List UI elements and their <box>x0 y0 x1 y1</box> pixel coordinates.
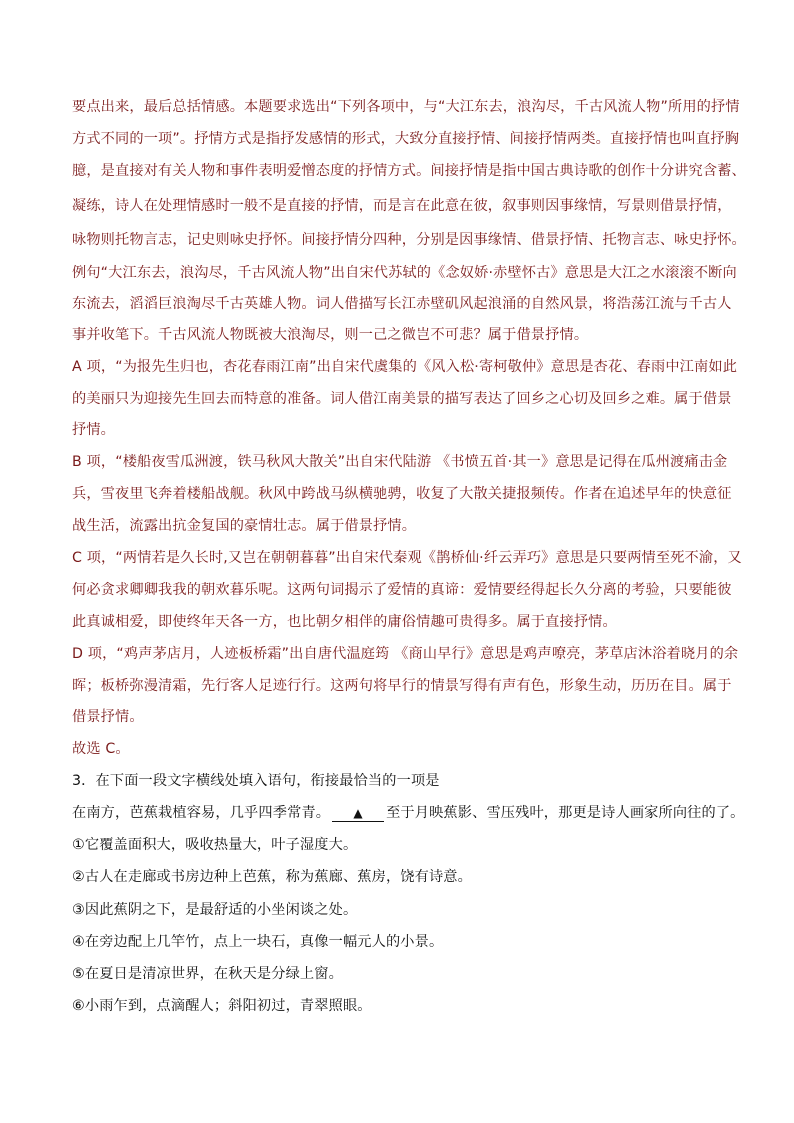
analysis-line: 东流去，滔滔巨浪淘尽千古英雄人物。词人借描写长江赤壁矶风起浪涌的自然风景，将浩荡江流与千古人 <box>72 296 732 312</box>
analysis-line: 抒情。 <box>72 422 116 438</box>
passage-after-blank: 至于月映蕉影、雪压残叶，那更是诗人画家所向往的了。 <box>386 805 745 821</box>
analysis-line: 凝练，诗人在处理情感时一般不是直接的抒情，而是言在此意在彼，叙事则因事缘情，写景则借景抒情， <box>72 198 732 214</box>
analysis-line: B 项，“楼船夜雪瓜洲渡，铁马秋风大散关”出自宋代陆游 《书愤五首·其一》意思是记得在瓜州渡痛击金 <box>72 454 728 470</box>
analysis-line: 例句“大江东去，浪沟尽，千古风流人物”出自宋代苏轼的《念奴娇·赤壁怀古》意思是大江之水滚滚不断向 <box>72 265 737 281</box>
passage-before-blank: 在南方，芭蕉栽植容易，几乎四季常青。 <box>72 805 331 821</box>
analysis-line: 何必贪求卿卿我我的朝欢暮乐呢。这两句词揭示了爱情的真谛：爱情要经得起长久分离的考验，只要能彼 <box>72 582 732 598</box>
question-stem: 3．在下面一段文字横线处填入语句，衔接最恰当的一项是 <box>72 773 440 789</box>
analysis-line: 借景抒情。 <box>72 709 144 725</box>
option-item: ⑤在夏日是清凉世界，在秋天是分绿上窗。 <box>72 966 343 982</box>
analysis-line: 战生活，流露出抗金复国的豪情壮志。属于借景抒情。 <box>72 518 417 534</box>
analysis-line: D 项，“鸡声茅店月，人迹板桥霜”出自唐代温庭筠 《商山早行》意思是鸡声嘹亮，茅草店沐浴着晓月的余 <box>72 646 739 662</box>
analysis-line: C 项，“两情若是久长时,又岂在朝朝暮暮”出自宋代秦观《鹊桥仙·纤云弄巧》意思是只要两情至死不渝，又 <box>72 550 742 566</box>
option-item: ③因此蕉阴之下，是最舒适的小坐闲谈之处。 <box>72 902 358 918</box>
analysis-line: 臆，是直接对有关人物和事件表明爱憎态度的抒情方式。间接抒情是指中国古典诗歌的创作十分讲究含蓄、 <box>72 163 746 179</box>
option-item: ④在旁边配上几竿竹，点上一块石，真像一幅元人的小景。 <box>72 934 444 950</box>
answer-conclusion: 故选 C。 <box>72 741 130 757</box>
analysis-line: 晖；板桥弥漫清霜，先行客人足迹行行。这两句将早行的情景写得有声有色，形象生动，历历在目。属于 <box>72 678 732 694</box>
question-passage <box>72 803 745 823</box>
analysis-line: 此真诚相爱，即使终年天各一方，也比朝夕相伴的庸俗情趣可贵得多。属于直接抒情。 <box>72 614 617 630</box>
analysis-line: 咏物则托物言志，记史则咏史抒怀。间接抒情分四种，分别是因事缘情、借景抒情、托物言志、咏史抒怀。 <box>72 232 746 248</box>
analysis-line: 方式不同的一项”。抒情方式是指抒发感情的形式，大致分直接抒情、间接抒情两类。直接抒情也叫直抒胸 <box>72 131 740 147</box>
option-item: ⑥小雨乍到，点滴醒人；斜阳初过，青翠照眼。 <box>72 998 372 1014</box>
option-item: ①它覆盖面积大，吸收热量大，叶子湿度大。 <box>72 837 358 853</box>
option-item: ②古人在走廊或书房边种上芭蕉，称为蕉廊、蕉房，饶有诗意。 <box>72 869 472 885</box>
analysis-line: 兵，雪夜里飞奔着楼船战舰。秋风中跨战马纵横驰骋，收复了大散关捷报频传。作者在追述早年的快意征 <box>72 486 732 502</box>
analysis-line: 要点出来，最后总括情感。本题要求选出“下列各项中，与“大江东去，浪沟尽，千古风流人物”所用的抒情 <box>72 99 740 115</box>
analysis-line: A 项，“为报先生归也，杏花春雨江南”出自宋代虞集的《风入松·寄柯敬仲》意思是杏花、春雨中江南如此 <box>72 359 738 375</box>
analysis-line: 的美丽只为迎接先生回去而特意的准备。词人借江南美景的描写表达了回乡之心切及回乡之难。属于借景 <box>72 391 732 407</box>
fill-blank: ▲ <box>332 805 384 822</box>
analysis-line: 事并收笔下。千古风流人物既被大浪淘尽，则一己之微岂不可悲？属于借景抒情。 <box>72 327 589 343</box>
